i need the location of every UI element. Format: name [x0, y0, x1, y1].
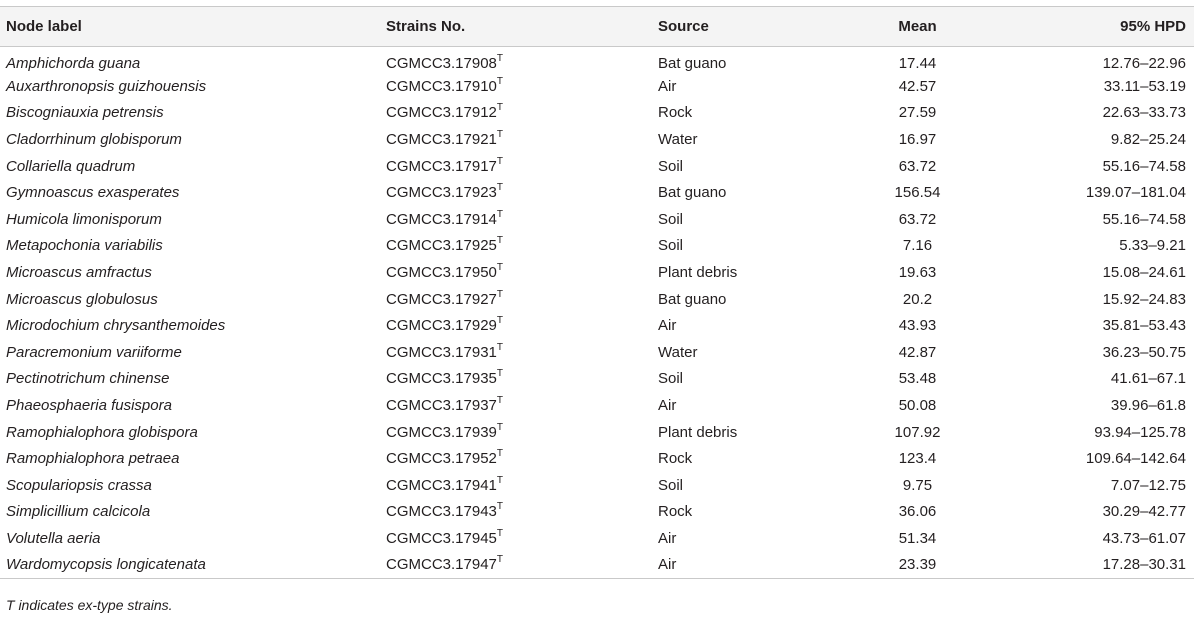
- cell-node-label: Metapochonia variabilis: [6, 237, 163, 255]
- cell-mean: 63.72: [898, 157, 937, 175]
- strain-number: CGMCC3.17927: [386, 290, 497, 308]
- cell-strain: [380, 392, 652, 419]
- data-table: [0, 6, 1194, 579]
- ex-type-mark: T: [496, 52, 503, 64]
- table-row: [0, 339, 1194, 366]
- cell-hpd: 55.16–74.58: [1102, 210, 1186, 228]
- cell-source: Soil: [658, 157, 684, 175]
- cell-strain: [380, 259, 652, 286]
- cell-hpd: 39.96–61.8: [1110, 397, 1186, 415]
- ex-type-mark: T: [496, 208, 503, 220]
- strain-number: CGMCC3.17950: [386, 264, 497, 282]
- table-row: [0, 366, 1194, 393]
- cell-node-label: Collariella quadrum: [6, 157, 136, 175]
- cell-source: Air: [658, 556, 677, 574]
- cell-node-label: Volutella aeria: [6, 529, 101, 547]
- table-header: [0, 7, 1194, 47]
- strain-number: CGMCC3.17935: [386, 370, 497, 388]
- cell-node-label: Microascus globulosus: [6, 290, 158, 308]
- cell-strain: [380, 445, 652, 472]
- strain-number: CGMCC3.17917: [386, 157, 497, 175]
- cell-mean: 156.54: [894, 184, 941, 202]
- cell-node-label: Scopulariopsis crassa: [6, 476, 152, 494]
- cell-strain: [380, 47, 652, 74]
- cell-mean: 42.87: [898, 343, 937, 361]
- cell-source: Rock: [658, 503, 693, 521]
- cell-node-label: Cladorrhinum globisporum: [6, 131, 182, 149]
- cell-source: Rock: [658, 450, 693, 468]
- strain-number: CGMCC3.17941: [386, 476, 497, 494]
- table-footnote: T indicates ex-type strains.: [6, 597, 173, 613]
- cell-mean: 9.75: [902, 476, 933, 494]
- table-row: [0, 472, 1194, 499]
- cell-node-label: Ramophialophora globispora: [6, 423, 198, 441]
- strain-number: CGMCC3.17945: [386, 529, 497, 547]
- table-row: [0, 525, 1194, 552]
- table-row: [0, 73, 1194, 100]
- cell-source: Soil: [658, 210, 684, 228]
- cell-mean: 63.72: [898, 210, 937, 228]
- cell-node-label: Gymnoascus exasperates: [6, 184, 180, 202]
- header-source: Source: [658, 18, 709, 35]
- cell-hpd: 17.28–30.31: [1102, 556, 1186, 574]
- ex-type-mark: T: [496, 421, 503, 433]
- strain-number: CGMCC3.17912: [386, 104, 497, 122]
- strain-number: CGMCC3.17947: [386, 556, 497, 574]
- cell-mean: 42.57: [898, 77, 937, 95]
- table-row: [0, 259, 1194, 286]
- cell-strain: [380, 153, 652, 180]
- cell-strain: [380, 179, 652, 206]
- cell-strain: [380, 100, 652, 127]
- cell-strain: [380, 499, 652, 526]
- cell-hpd: 9.82–25.24: [1110, 131, 1186, 149]
- cell-hpd: 15.08–24.61: [1102, 264, 1186, 282]
- ex-type-mark: T: [496, 368, 503, 380]
- cell-hpd: 55.16–74.58: [1102, 157, 1186, 175]
- cell-hpd: 35.81–53.43: [1102, 317, 1186, 335]
- ex-type-mark: T: [496, 474, 503, 486]
- table-row: [0, 153, 1194, 180]
- cell-mean: 53.48: [898, 370, 937, 388]
- cell-node-label: Biscogniauxia petrensis: [6, 104, 164, 122]
- cell-strain: [380, 366, 652, 393]
- table-body: [0, 47, 1194, 579]
- cell-source: Water: [658, 343, 698, 361]
- cell-strain: [380, 419, 652, 446]
- cell-mean: 19.63: [898, 264, 937, 282]
- cell-strain: [380, 312, 652, 339]
- ex-type-mark: T: [496, 129, 503, 141]
- strain-number: CGMCC3.17910: [386, 77, 497, 95]
- cell-node-label: Ramophialophora petraea: [6, 450, 180, 468]
- cell-source: Bat guano: [658, 290, 727, 308]
- strain-number: CGMCC3.17937: [386, 397, 497, 415]
- cell-source: Soil: [658, 370, 684, 388]
- cell-node-label: Auxarthronopsis guizhouensis: [6, 77, 207, 95]
- cell-node-label: Humicola limonisporum: [6, 210, 162, 228]
- ex-type-mark: T: [496, 262, 503, 274]
- table-row: [0, 445, 1194, 472]
- cell-mean: 36.06: [898, 503, 937, 521]
- cell-strain: [380, 73, 652, 100]
- cell-source: Air: [658, 317, 677, 335]
- cell-source: Plant debris: [658, 423, 738, 441]
- strain-number: CGMCC3.17914: [386, 210, 497, 228]
- cell-hpd: 15.92–24.83: [1102, 290, 1186, 308]
- table-row: [0, 179, 1194, 206]
- cell-hpd: 36.23–50.75: [1102, 343, 1186, 361]
- cell-mean: 20.2: [902, 290, 933, 308]
- strain-number: CGMCC3.17931: [386, 343, 497, 361]
- cell-node-label: Pectinotrichum chinense: [6, 370, 170, 388]
- table-row: [0, 312, 1194, 339]
- cell-hpd: 22.63–33.73: [1102, 104, 1186, 122]
- cell-hpd: 139.07–181.04: [1085, 184, 1186, 202]
- ex-type-mark: T: [496, 501, 503, 513]
- strain-number: CGMCC3.17925: [386, 237, 497, 255]
- cell-node-label: Microascus amfractus: [6, 264, 152, 282]
- header-node-label: Node label: [6, 18, 82, 35]
- cell-strain: [380, 126, 652, 153]
- ex-type-mark: T: [496, 341, 503, 353]
- table-row: [0, 552, 1194, 579]
- header-row: [0, 7, 1194, 47]
- cell-source: Air: [658, 529, 677, 547]
- cell-source: Bat guano: [658, 54, 727, 72]
- cell-source: Air: [658, 397, 677, 415]
- cell-node-label: Phaeosphaeria fusispora: [6, 397, 172, 415]
- ex-type-mark: T: [496, 155, 503, 167]
- header-strains-no: Strains No.: [386, 18, 466, 35]
- ex-type-mark: T: [496, 395, 503, 407]
- ex-type-mark: T: [496, 527, 503, 539]
- strain-number: CGMCC3.17921: [386, 131, 497, 149]
- cell-strain: [380, 233, 652, 260]
- cell-mean: 27.59: [898, 104, 937, 122]
- strain-number: CGMCC3.17929: [386, 317, 497, 335]
- cell-node-label: Paracremonium variiforme: [6, 343, 182, 361]
- cell-hpd: 30.29–42.77: [1102, 503, 1186, 521]
- cell-mean: 43.93: [898, 317, 937, 335]
- table-row: [0, 233, 1194, 260]
- cell-source: Bat guano: [658, 184, 727, 202]
- header-mean: Mean: [898, 18, 937, 35]
- ex-type-mark: T: [496, 182, 503, 194]
- cell-hpd: 5.33–9.21: [1119, 237, 1186, 255]
- header-hpd: 95% HPD: [1120, 18, 1186, 35]
- cell-node-label: Microdochium chrysanthemoides: [6, 317, 226, 335]
- table-row: [0, 419, 1194, 446]
- cell-source: Soil: [658, 476, 684, 494]
- ex-type-mark: T: [496, 448, 503, 460]
- ex-type-mark: T: [496, 102, 503, 114]
- table-row: [0, 100, 1194, 127]
- ex-type-mark: T: [496, 288, 503, 300]
- strain-number: CGMCC3.17923: [386, 184, 497, 202]
- strain-number: CGMCC3.17908: [386, 54, 497, 72]
- cell-strain: [380, 206, 652, 233]
- cell-mean: 16.97: [898, 131, 937, 149]
- cell-mean: 107.92: [894, 423, 941, 441]
- cell-source: Rock: [658, 104, 693, 122]
- cell-hpd: 41.61–67.1: [1110, 370, 1186, 388]
- table-row: [0, 47, 1194, 74]
- table-row: [0, 126, 1194, 153]
- cell-hpd: 109.64–142.64: [1085, 450, 1186, 468]
- cell-mean: 123.4: [898, 450, 937, 468]
- cell-strain: [380, 286, 652, 313]
- cell-strain: [380, 472, 652, 499]
- table-row: [0, 392, 1194, 419]
- ex-type-mark: T: [496, 75, 503, 87]
- cell-source: Plant debris: [658, 264, 738, 282]
- cell-source: Water: [658, 131, 698, 149]
- strain-number: CGMCC3.17952: [386, 450, 497, 468]
- ex-type-mark: T: [496, 554, 503, 566]
- table-row: [0, 499, 1194, 526]
- cell-strain: [380, 552, 652, 579]
- cell-source: Soil: [658, 237, 684, 255]
- ex-type-mark: T: [496, 315, 503, 327]
- cell-hpd: 43.73–61.07: [1102, 529, 1186, 547]
- ex-type-mark: T: [496, 235, 503, 247]
- cell-node-label: Wardomycopsis longicatenata: [6, 556, 206, 574]
- cell-mean: 51.34: [898, 529, 937, 547]
- cell-hpd: 7.07–12.75: [1110, 476, 1186, 494]
- cell-node-label: Simplicillium calcicola: [6, 503, 151, 521]
- table-row: [0, 286, 1194, 313]
- cell-source: Air: [658, 77, 677, 95]
- cell-mean: 23.39: [898, 556, 937, 574]
- cell-strain: [380, 339, 652, 366]
- cell-strain: [380, 525, 652, 552]
- strain-number: CGMCC3.17943: [386, 503, 497, 521]
- cell-hpd: 93.94–125.78: [1094, 423, 1186, 441]
- cell-node-label: Amphichorda guana: [6, 54, 141, 72]
- cell-hpd: 33.11–53.19: [1103, 77, 1186, 95]
- strain-number: CGMCC3.17939: [386, 423, 497, 441]
- table-row: [0, 206, 1194, 233]
- cell-hpd: 12.76–22.96: [1102, 54, 1186, 72]
- cell-mean: 7.16: [902, 237, 933, 255]
- cell-mean: 17.44: [898, 54, 937, 72]
- cell-mean: 50.08: [898, 397, 937, 415]
